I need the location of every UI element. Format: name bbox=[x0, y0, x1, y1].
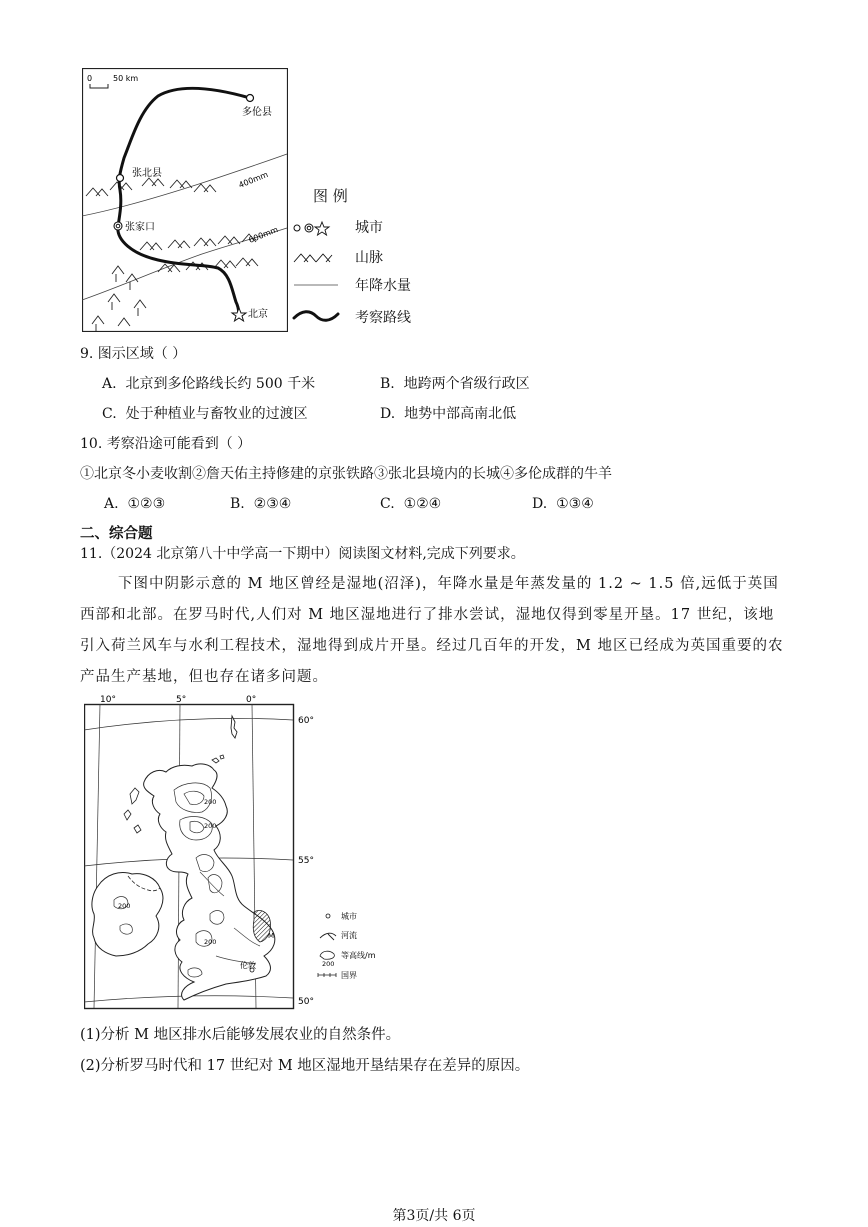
legend-city-label: 城市 bbox=[355, 220, 383, 236]
legend-contour: 等高线/m bbox=[341, 951, 376, 960]
q10-option-c: C. ①②④ bbox=[380, 496, 442, 512]
q10-option-b: B. ②③④ bbox=[230, 496, 292, 512]
q9-stem: 9. 图示区域（ ） bbox=[80, 346, 187, 362]
q10-stem: 10. 考察沿途可能看到（ ） bbox=[80, 436, 252, 452]
section-title: 二、综合题 bbox=[80, 526, 153, 542]
q9-option-b: B. 地跨两个省级行政区 bbox=[380, 376, 530, 392]
legend-route-label: 考察路线 bbox=[355, 310, 411, 326]
lat-55-label: 55° bbox=[298, 856, 314, 866]
q9-option-d: D. 地势中部高南北低 bbox=[380, 406, 517, 422]
lon-10-label: 10° bbox=[100, 695, 116, 705]
legend-mountain-label: 山脉 bbox=[355, 250, 383, 266]
legend-city-icon bbox=[326, 914, 330, 918]
london-label: 伦敦 bbox=[240, 961, 256, 970]
legend-border: 国界 bbox=[341, 971, 357, 980]
page-footer: 第3页/共 6页 bbox=[392, 1208, 476, 1224]
q10-items: ①北京冬小麦收割②詹天佑主持修建的京张铁路③张北县境内的长城④多伦成群的牛羊 bbox=[80, 466, 612, 482]
contour-label: 200 bbox=[118, 902, 131, 910]
q10-option-d: D. ①③④ bbox=[532, 496, 594, 512]
lon-0-label: 0° bbox=[246, 695, 257, 705]
q11-sub1: (1)分析 M 地区排水后能够发展农业的自然条件。 bbox=[80, 1027, 401, 1043]
q11-sub2: (2)分析罗马时代和 17 世纪对 M 地区湿地开垦结果存在差异的原因。 bbox=[80, 1058, 530, 1074]
q9-option-c: C. 处于种植业与畜牧业的过渡区 bbox=[102, 406, 308, 422]
legend-contour-icon bbox=[320, 951, 334, 959]
lat-50-label: 50° bbox=[298, 997, 314, 1007]
legend-precip-label: 年降水量 bbox=[355, 278, 411, 294]
legend-city: 城市 bbox=[341, 912, 357, 921]
city-zhangbei-label: 张北县 bbox=[132, 168, 162, 179]
city-zhangbei-marker bbox=[117, 175, 124, 182]
isohyet-400-label: 400mm bbox=[237, 169, 270, 190]
lon-5-label: 5° bbox=[176, 695, 187, 705]
legend-symbols bbox=[292, 218, 348, 328]
scale-zero: 0 bbox=[87, 74, 93, 83]
legend-contour-value: 200 bbox=[322, 960, 335, 968]
scale-label: 50 km bbox=[113, 74, 139, 83]
city-duolun-marker bbox=[247, 95, 254, 102]
isohyet-600-label: 600mm bbox=[247, 224, 280, 245]
q11-stem: 11.（2024 北京第八十中学高一下期中）阅读图文材料,完成下列要求。 bbox=[80, 546, 525, 562]
city-beijing-label: 北京 bbox=[248, 309, 268, 320]
legend-river-icon bbox=[320, 933, 336, 940]
lat-60-label: 60° bbox=[298, 716, 314, 726]
city-zhangjiakou-marker bbox=[114, 222, 122, 230]
legend-title: 图 例 bbox=[313, 187, 348, 205]
contour-label: 200 bbox=[204, 938, 217, 946]
m-region-label: M bbox=[268, 932, 275, 940]
city-duolun-label: 多伦县 bbox=[242, 107, 272, 118]
q9-option-a: A. 北京到多伦路线长约 500 千米 bbox=[102, 376, 316, 392]
legend-border-icon bbox=[318, 973, 336, 977]
q11-paragraph: 下图中阴影示意的 M 地区曾经是湿地(沼泽)，年降水量是年蒸发量的 1.2 ~ 1.5 倍,远低于英国西部和北部。在罗马时代,人们对 M 地区湿地进行了排水尝试，湿地仅得到零星开垦。17 世纪，该地引入荷兰风车与水利工程技术，湿地得到成片开垦。经过几百年的开发，M 地区已经成为英国重要的农产品生产基地，但也存在诸多问题。 bbox=[80, 576, 784, 685]
contour-label: 200 bbox=[204, 798, 217, 806]
q10-option-a: A. ①②③ bbox=[104, 496, 166, 512]
britain-map bbox=[84, 694, 394, 1016]
legend-river: 河流 bbox=[341, 931, 357, 940]
route-map bbox=[82, 68, 288, 332]
contour-label: 200 bbox=[204, 822, 217, 830]
city-zhangjiakou-label: 张家口 bbox=[125, 222, 155, 233]
